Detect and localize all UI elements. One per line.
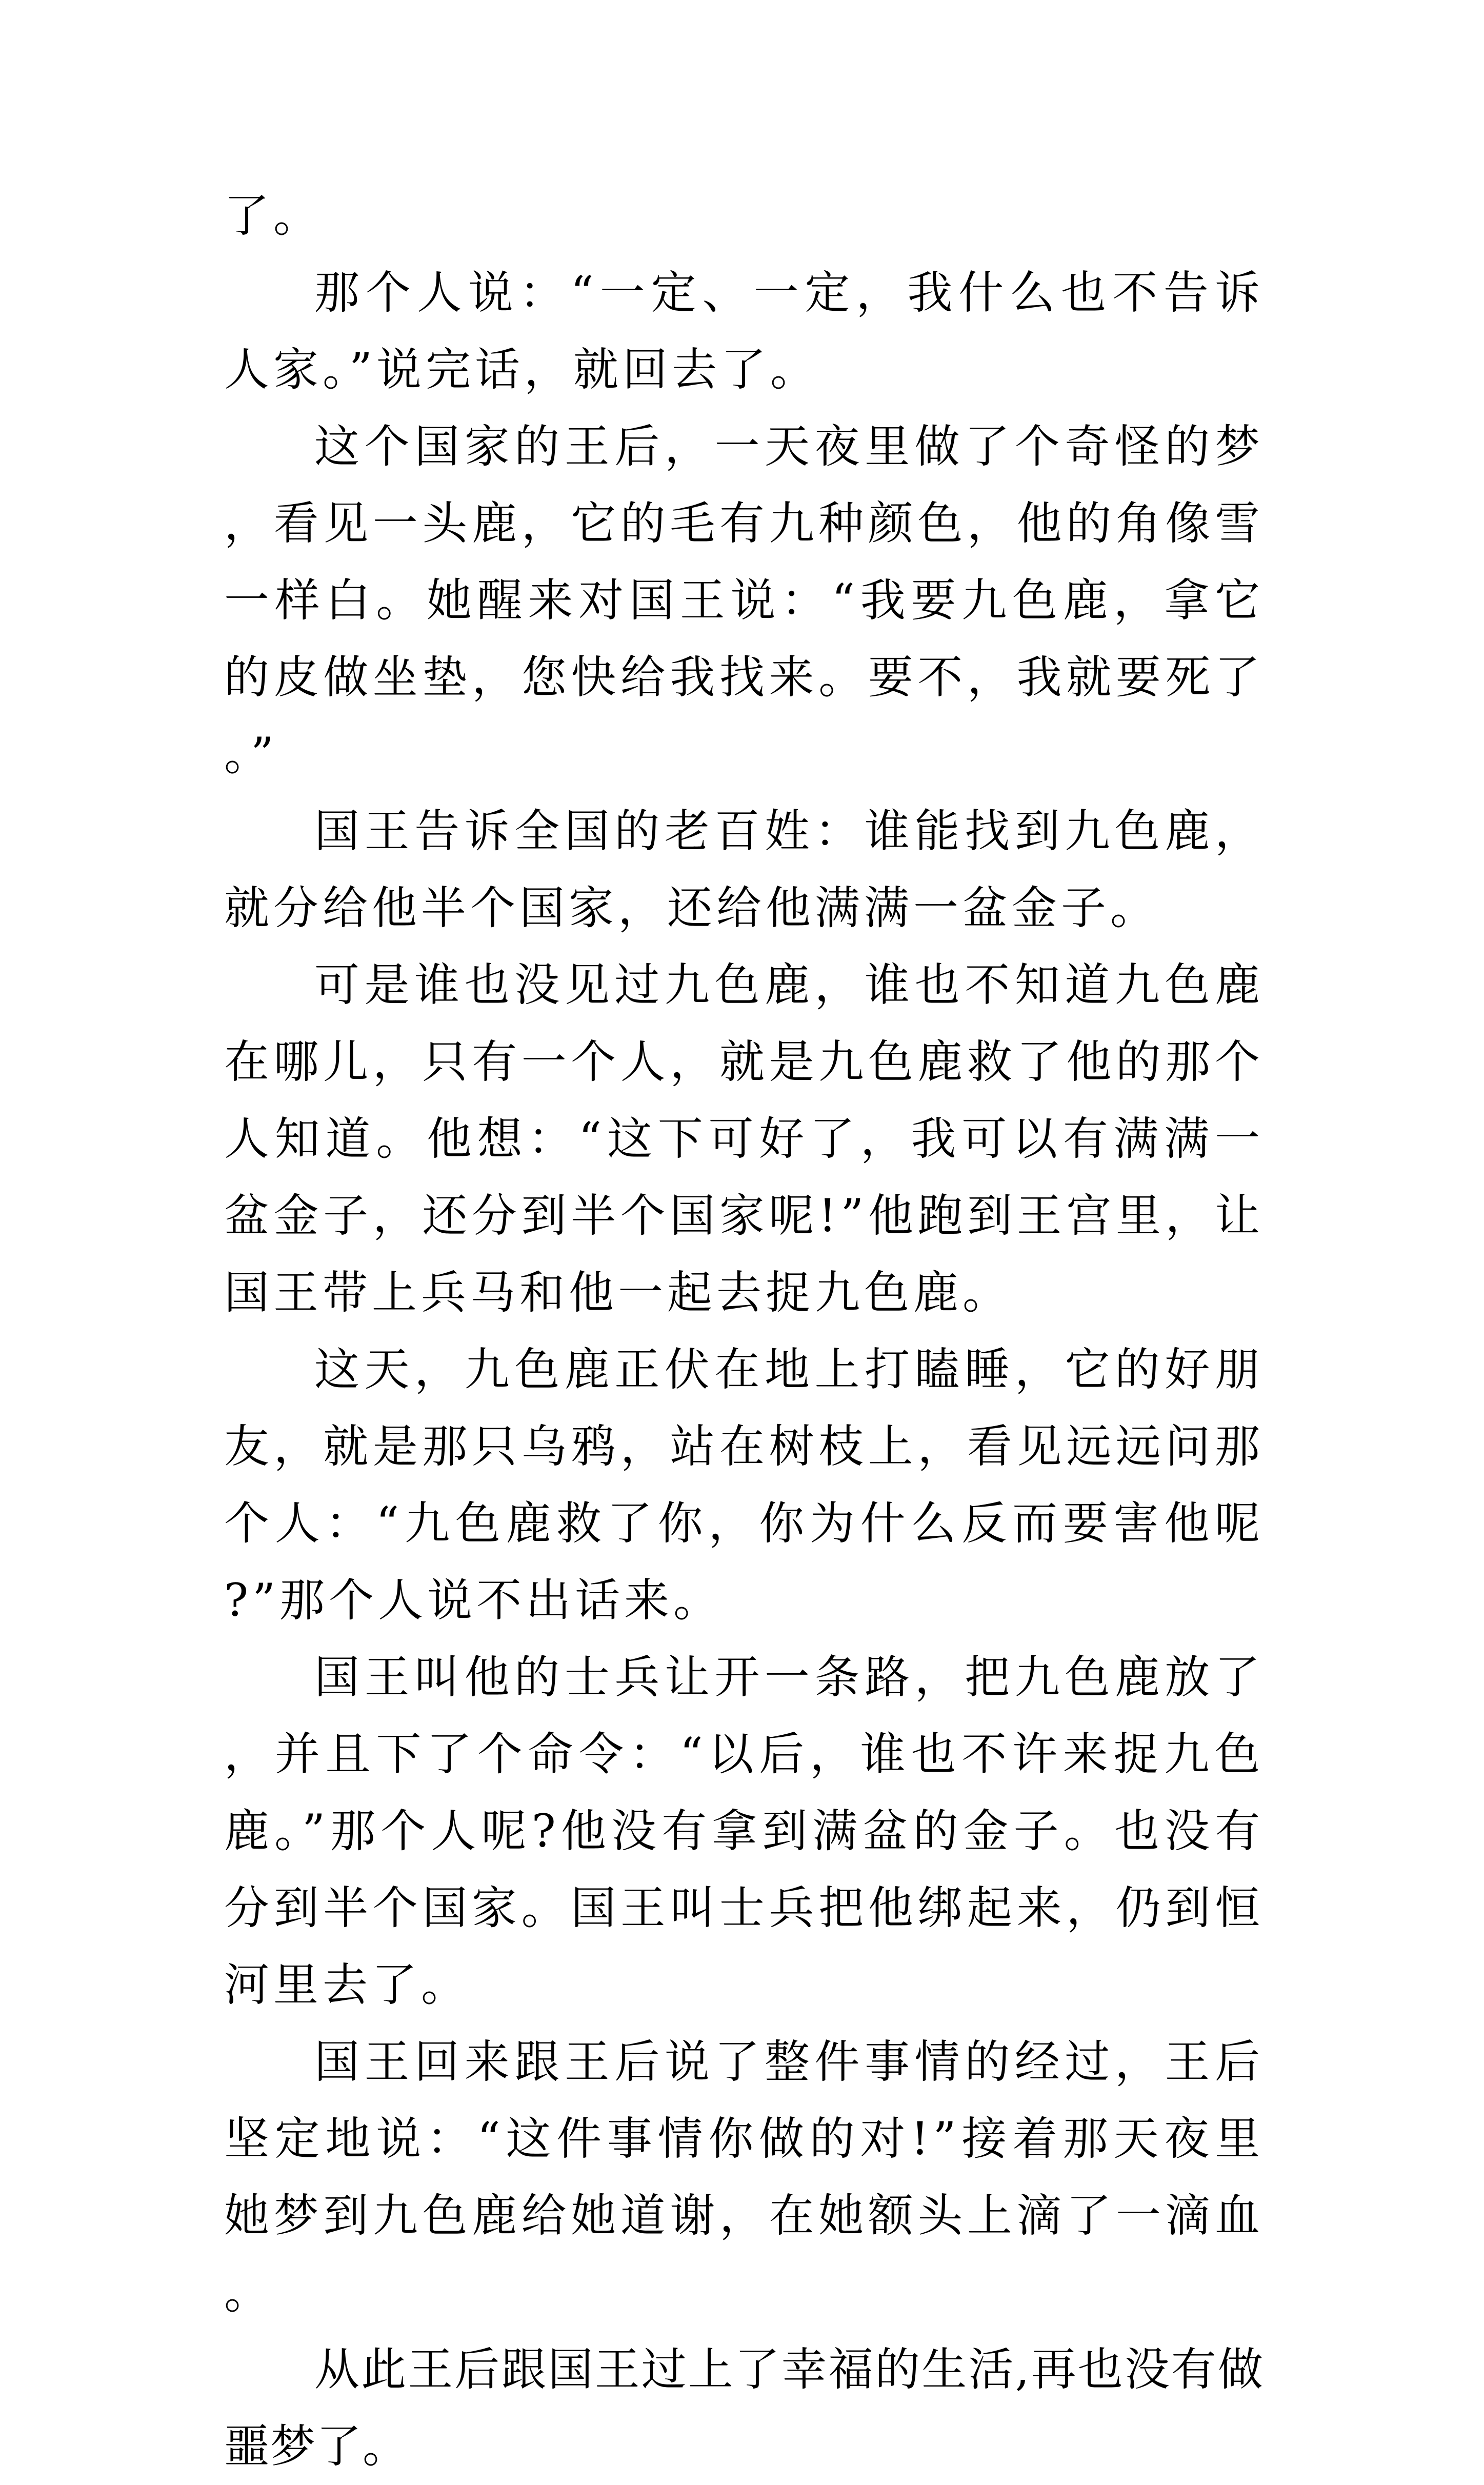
paragraph-continuation: 了。: [224, 189, 323, 242]
paragraph-king-decree: 国王告诉全国的老百姓：谁能找到九色鹿，就分给他半个国家，还给他满满一盆金子。: [224, 805, 1264, 934]
paragraph-queen-response: 国王回来跟王后说了整件事情的经过，王后坚定地说：“这件事情你做的对!”接着那天夜里她梦到九色鹿给她道谢，在她额头上滴了一滴血。: [224, 2035, 1264, 2319]
paragraph-release: 国王叫他的士兵让开一条路，把九色鹿放了，并且下了个命令：“以后，谁也不许来捉九色鹿。”那个人呢?他没有拿到满盆的金子。也没有分到半个国家。国王叫士兵把他绑起来，仍到恒河里去了。: [224, 1651, 1264, 2011]
paragraph-promise: 那个人说：“一定、一定，我什么也不告诉人家。”说完话，就回去了。: [224, 266, 1264, 396]
paragraph-betrayal: 可是谁也没见过九色鹿，谁也不知道九色鹿在哪儿，只有一个人，就是九色鹿救了他的那个人知道。他想：“这下可好了，我可以有满满一盆金子，还分到半个国家呢!”他跑到王宫里，让国王带上兵马和他一起去捉九色鹿。: [224, 958, 1264, 1319]
paragraph-crow: 这天，九色鹿正伏在地上打瞌睡，它的好朋友，就是那只乌鸦，站在树枝上，看见远远问那个人：“九色鹿救了你，你为什么反而要害他呢?”那个人说不出话来。: [224, 1343, 1264, 1627]
story-text: [224, 177, 1264, 2485]
paragraph-queen-dream: 这个国家的王后，一天夜里做了个奇怪的梦，看见一头鹿，它的毛有九种颜色，他的角像雪一样白。她醒来对国王说：“我要九色鹿，拿它的皮做坐垫，您快给我找来。要不，我就要死了。”: [224, 420, 1264, 780]
paragraph-ending: 从此王后跟国王过上了幸福的生活,再也没有做噩梦了。: [224, 2343, 1264, 2473]
